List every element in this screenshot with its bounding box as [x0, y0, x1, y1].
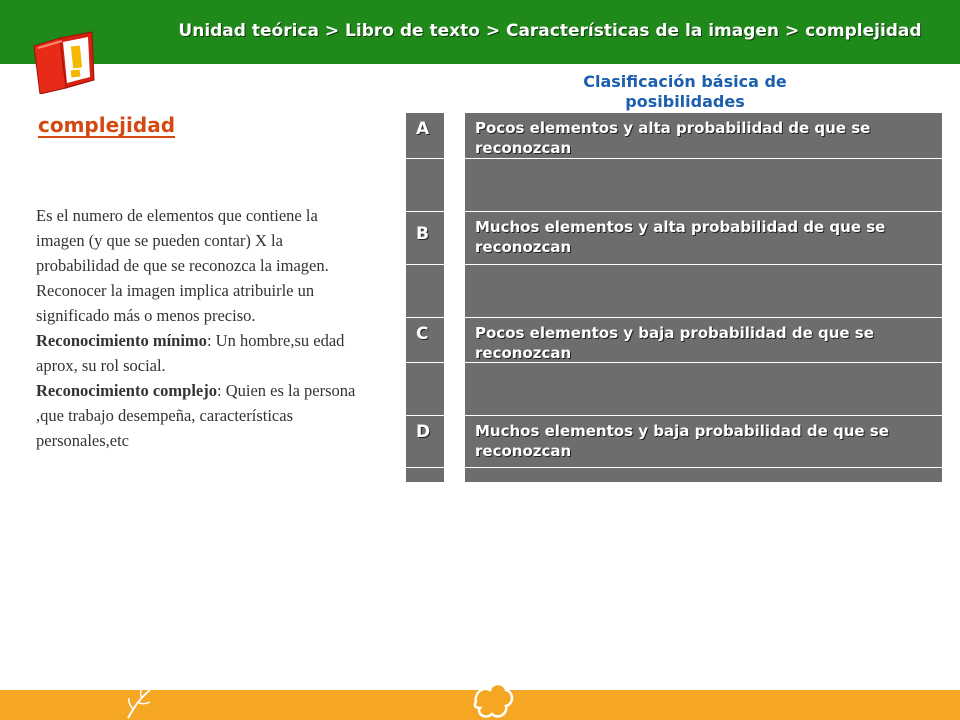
option-cell-c [465, 318, 942, 363]
option-letter: B [416, 224, 429, 244]
min-recognition-text: : Un hombre,su edad aprox, su rol social. [36, 331, 345, 375]
letter-cell-b [406, 212, 444, 265]
option-letter: A [416, 119, 430, 139]
letter-cell-spacer [406, 159, 444, 212]
option-text: Muchos elementos y alta probabilidad de que se reconozcan [475, 218, 886, 256]
letter-cell-spacer [406, 363, 444, 416]
book-icon [30, 28, 100, 94]
option-text: Pocos elementos y alta probabilidad de que se reconozcan [475, 119, 871, 157]
option-text: Pocos elementos y baja probabilidad de que se reconozcan [475, 324, 874, 362]
description-text [36, 203, 356, 453]
letter-cell-spacer [406, 265, 444, 318]
letter-cell-spacer [406, 468, 444, 483]
classification-table [406, 113, 942, 483]
option-cell-b [465, 212, 942, 265]
option-letter: D [416, 422, 431, 442]
breadcrumb: Unidad teórica > Libro de texto > Características de la imagen > complejidad [178, 21, 922, 41]
option-cell-spacer [465, 265, 942, 318]
complex-recognition-text: : Quien es la persona ,que trabajo desempeña, características personales,etc [36, 381, 356, 450]
option-text: Muchos elementos y baja probabilidad de que se reconozcan [475, 422, 889, 460]
option-cell-spacer [465, 159, 942, 212]
leaf-icon [120, 686, 156, 720]
complex-recognition-label: Reconocimiento complejo [36, 381, 217, 400]
letter-cell-d [406, 416, 444, 468]
option-cell-a [465, 113, 942, 159]
text-column [465, 113, 942, 483]
option-letter: C [416, 324, 429, 344]
classification-title: Clasificación básica de posibilidades [583, 72, 787, 111]
letter-cell-a [406, 113, 444, 159]
puzzle-logo-icon[interactable] [472, 680, 514, 720]
option-cell-d [465, 416, 942, 468]
letter-cell-c [406, 318, 444, 363]
option-cell-spacer [465, 363, 942, 416]
letter-column [406, 113, 444, 483]
option-cell-spacer [465, 468, 942, 483]
min-recognition-label: Reconocimiento mínimo [36, 331, 207, 350]
description-intro: Es el numero de elementos que contiene la imagen (y que se pueden contar) X la probabilidad de que se reconozca la imagen. Reconocer la imagen implica atribuirle un significado más o menos preciso. [36, 206, 329, 325]
page-title: complejidad [38, 113, 176, 137]
